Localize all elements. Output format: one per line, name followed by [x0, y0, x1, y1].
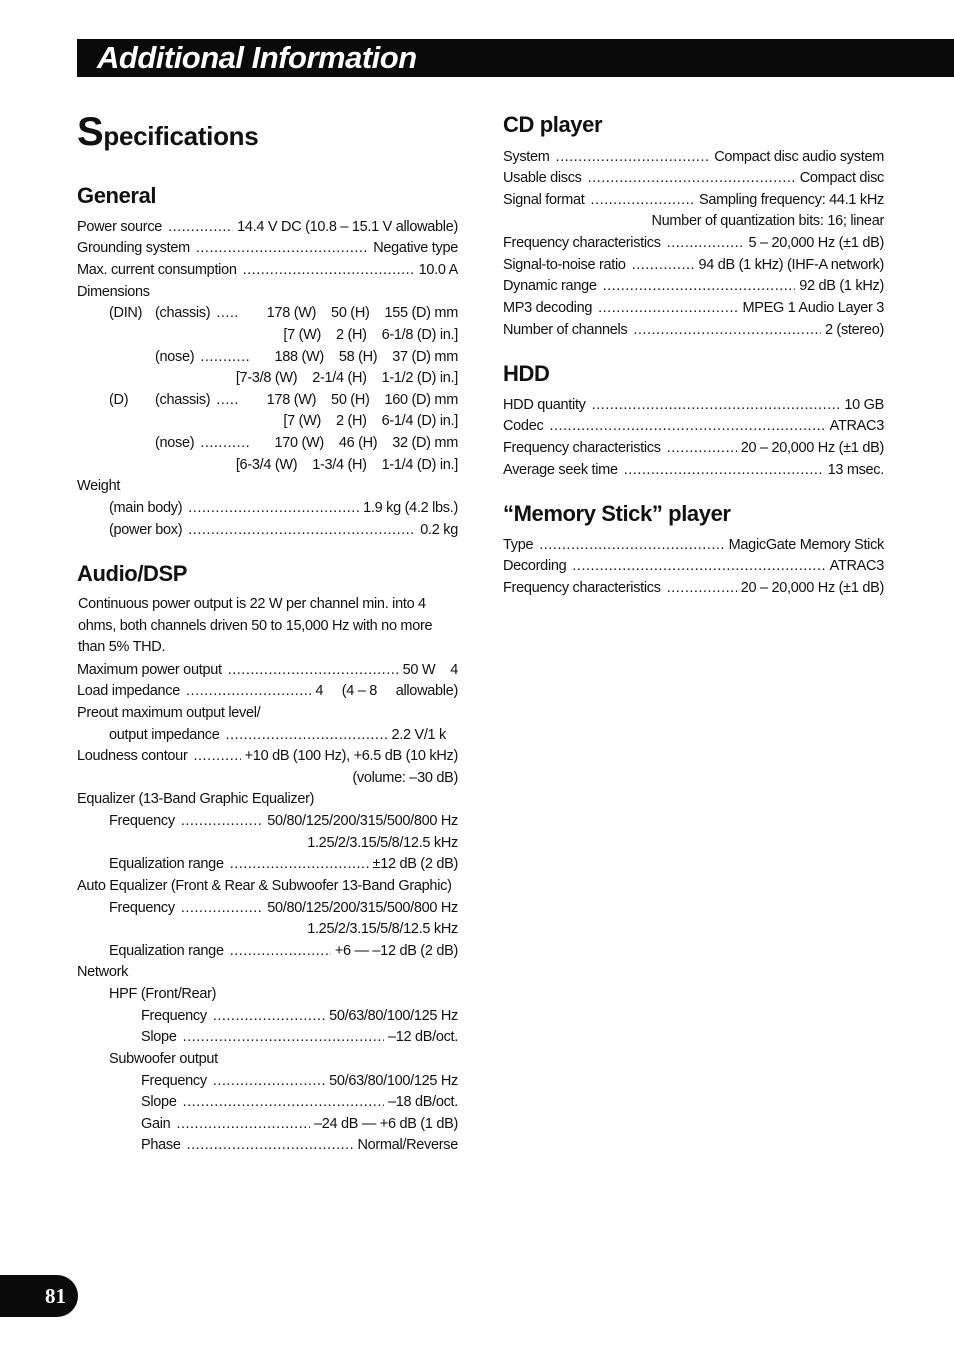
header-bar — [77, 39, 954, 77]
spec-value: 170 (W) 46 (H) 32 (D) mm — [274, 435, 458, 451]
spec-group-hpf: HPF (Front/Rear) — [109, 986, 217, 1002]
spec-row-loudness — [77, 746, 458, 766]
spec-label: (chassis) — [155, 392, 211, 408]
spec-row-power-source — [77, 217, 458, 237]
spec-value: Compact disc — [799, 170, 884, 186]
spec-label: Slope — [141, 1029, 177, 1045]
spec-row-max-current — [77, 260, 458, 280]
section-heading-cd: CD player — [503, 112, 603, 137]
spec-value: 0.2 kg — [420, 522, 458, 538]
spec-value: 50 W 4 — [402, 662, 458, 678]
spec-value: ±12 dB (2 dB) — [372, 856, 458, 872]
spec-value: MagicGate Memory Stick — [728, 537, 884, 553]
spec-label: Average seek time — [503, 462, 618, 478]
page-number: 81 — [45, 1284, 66, 1308]
spec-value: 50/80/125/200/315/500/800 Hz — [267, 813, 458, 829]
spec-row-sub-gain — [141, 1114, 458, 1134]
spec-row-ms-decording — [503, 556, 884, 576]
spec-value: 50/63/80/100/125 Hz — [329, 1073, 458, 1089]
spec-row-main-body — [109, 498, 458, 518]
spec-value-cont: [7 (W) 2 (H) 6-1/4 (D) in.] — [283, 413, 458, 429]
spec-value: 50/80/125/200/315/500/800 Hz — [267, 900, 458, 916]
spec-row-aeq-range — [109, 941, 458, 961]
spec-row-ms-frequency — [503, 578, 884, 598]
spec-label: Signal-to-noise ratio — [503, 257, 626, 273]
spec-row-d-chassis — [155, 390, 458, 410]
spec-label: Signal format — [503, 192, 585, 208]
spec-label: Equalization range — [109, 856, 224, 872]
spec-value: ATRAC3 — [829, 558, 884, 574]
spec-value-cont: Number of quantization bits: 16; linear — [651, 213, 884, 229]
spec-label: Power source — [77, 219, 163, 235]
spec-label: Load impedance — [77, 683, 181, 699]
spec-label: Frequency characteristics — [503, 235, 661, 251]
spec-value: 2 (stereo) — [824, 322, 884, 338]
spec-row-din-chassis — [155, 303, 458, 323]
spec-label: MP3 decoding — [503, 300, 593, 316]
section-heading-audio: Audio/DSP — [77, 561, 188, 586]
spec-value: –24 dB — +6 dB (1 dB) — [313, 1116, 458, 1132]
page-title-rest: pecifications — [103, 121, 259, 151]
spec-row-hpf-slope — [141, 1027, 458, 1047]
header-title: Additional Information — [97, 40, 417, 75]
spec-row-max-power — [77, 660, 458, 680]
spec-label: Frequency — [141, 1008, 207, 1024]
spec-row-hdd-frequency — [503, 438, 884, 458]
spec-value: 10 GB — [844, 397, 884, 413]
spec-row-cd-dynamic — [503, 276, 884, 296]
spec-value: 94 dB (1 kHz) (IHF-A network) — [698, 257, 884, 273]
spec-group-weight: Weight — [77, 478, 121, 494]
spec-label: Frequency characteristics — [503, 580, 661, 596]
spec-value: +6 — –12 dB (2 dB) — [334, 943, 458, 959]
audio-continuous-power-note: Continuous power output is 22 W per channel min. into 4 ohms, both channels driven 50 to 15,000 Hz with no more than 5% THD. — [78, 596, 433, 655]
spec-value-cont: [6-3/4 (W) 1-3/4 (H) 1-1/4 (D) in.] — [235, 457, 458, 473]
spec-label: (main body) — [109, 500, 183, 516]
spec-value: 188 (W) 58 (H) 37 (D) mm — [274, 349, 458, 365]
section-heading-general: General — [77, 183, 157, 208]
spec-value: Sampling frequency: 44.1 kHz — [698, 192, 884, 208]
page-title — [77, 110, 258, 158]
spec-row-sub-phase — [141, 1135, 458, 1155]
spec-row-din-nose — [155, 347, 458, 367]
spec-group-dimensions: Dimensions — [77, 284, 150, 300]
spec-label: Frequency — [141, 1073, 207, 1089]
spec-value: 4 (4 – 8 allowable) — [315, 683, 458, 699]
spec-value-cont: (volume: –30 dB) — [352, 770, 458, 786]
spec-value: 178 (W) 50 (H) 160 (D) mm — [266, 392, 458, 408]
spec-label: Slope — [141, 1094, 177, 1110]
spec-value: –18 dB/oct. — [387, 1094, 458, 1110]
spec-label: (power box) — [109, 522, 183, 538]
spec-value: 13 msec. — [827, 462, 884, 478]
spec-row-cd-mp3 — [503, 298, 884, 318]
spec-group-equalizer: Equalizer (13-Band Graphic Equalizer) — [77, 791, 315, 807]
spec-value: MPEG 1 Audio Layer 3 — [742, 300, 884, 316]
spec-label: Phase — [141, 1137, 181, 1153]
spec-row-sub-slope — [141, 1092, 458, 1112]
spec-row-ms-type — [503, 535, 884, 555]
spec-label: Frequency — [109, 900, 175, 916]
spec-row-hdd-codec — [503, 416, 884, 436]
spec-label: Frequency — [109, 813, 175, 829]
spec-group-auto-equalizer: Auto Equalizer (Front & Rear & Subwoofer 13-Band Graphic) — [77, 878, 452, 894]
spec-label: Dynamic range — [503, 278, 597, 294]
spec-value: 14.4 V DC (10.8 – 15.1 V allowable) — [237, 219, 458, 235]
spec-value: 2.2 V/1 k — [391, 727, 446, 743]
page-number-tab — [0, 1275, 78, 1317]
spec-row-eq-frequency — [109, 811, 458, 831]
spec-label: output impedance — [109, 727, 220, 743]
spec-value: –12 dB/oct. — [387, 1029, 458, 1045]
spec-row-cd-frequency — [503, 233, 884, 253]
spec-row-eq-range — [109, 854, 458, 874]
spec-value-cont: [7-3/8 (W) 2-1/4 (H) 1-1/2 (D) in.] — [235, 370, 458, 386]
spec-value-cont: 1.25/2/3.15/5/8/12.5 kHz — [307, 835, 458, 851]
spec-label: (nose) — [155, 349, 195, 365]
spec-row-hpf-frequency — [141, 1006, 458, 1026]
spec-label: System — [503, 149, 550, 165]
spec-row-grounding — [77, 238, 458, 258]
spec-label: Decording — [503, 558, 567, 574]
spec-label: Type — [503, 537, 534, 553]
spec-row-load-impedance — [77, 681, 458, 701]
spec-value: 92 dB (1 kHz) — [799, 278, 884, 294]
spec-row-hdd-quantity — [503, 395, 884, 415]
spec-value: 10.0 A — [418, 262, 458, 278]
spec-value: Normal/Reverse — [357, 1137, 458, 1153]
spec-value: 5 – 20,000 Hz (±1 dB) — [748, 235, 884, 251]
dim-d-label: (D) — [109, 392, 129, 408]
spec-value-cont: 1.25/2/3.15/5/8/12.5 kHz — [307, 921, 458, 937]
page-title-initial: S — [77, 110, 104, 154]
spec-label: Loudness contour — [77, 748, 188, 764]
spec-label: (nose) — [155, 435, 195, 451]
spec-label: Grounding system — [77, 240, 190, 256]
spec-group-network: Network — [77, 964, 129, 980]
spec-row-cd-signal — [503, 190, 884, 210]
spec-value-cont: [7 (W) 2 (H) 6-1/8 (D) in.] — [283, 327, 458, 343]
spec-value: 20 – 20,000 Hz (±1 dB) — [740, 440, 884, 456]
spec-row-power-box — [109, 520, 458, 540]
spec-value: Negative type — [373, 240, 458, 256]
spec-row-cd-system — [503, 147, 884, 167]
spec-value: ATRAC3 — [829, 418, 884, 434]
spec-row-cd-channels — [503, 320, 884, 340]
spec-row-sub-frequency — [141, 1071, 458, 1091]
spec-label: Max. current consumption — [77, 262, 237, 278]
spec-row-cd-snr — [503, 255, 884, 275]
spec-row-d-nose — [155, 433, 458, 453]
spec-label: Codec — [503, 418, 544, 434]
spec-value: +10 dB (100 Hz), +6.5 dB (10 kHz) — [244, 748, 458, 764]
spec-label: (chassis) — [155, 305, 211, 321]
spec-value: 20 – 20,000 Hz (±1 dB) — [740, 580, 884, 596]
spec-group-subwoofer: Subwoofer output — [109, 1051, 218, 1067]
spec-row-output-impedance — [109, 725, 446, 745]
spec-value: 50/63/80/100/125 Hz — [329, 1008, 458, 1024]
spec-value: 1.9 kg (4.2 lbs.) — [363, 500, 458, 516]
spec-label: Number of channels — [503, 322, 628, 338]
spec-label: Frequency characteristics — [503, 440, 661, 456]
spec-row-cd-usable — [503, 168, 884, 188]
dim-din-label: (DIN) — [109, 305, 143, 321]
spec-label: Equalization range — [109, 943, 224, 959]
spec-row-hdd-seek — [503, 460, 884, 480]
spec-label: HDD quantity — [503, 397, 586, 413]
spec-row-aeq-frequency — [109, 898, 458, 918]
spec-value: Compact disc audio system — [714, 149, 884, 165]
section-heading-memory-stick: “Memory Stick” player — [503, 501, 731, 526]
section-heading-hdd: HDD — [503, 361, 550, 386]
spec-label: Maximum power output — [77, 662, 222, 678]
spec-label: Gain — [141, 1116, 171, 1132]
spec-label: Usable discs — [503, 170, 582, 186]
spec-value: 178 (W) 50 (H) 155 (D) mm — [266, 305, 458, 321]
spec-group-preout: Preout maximum output level/ — [77, 705, 261, 721]
